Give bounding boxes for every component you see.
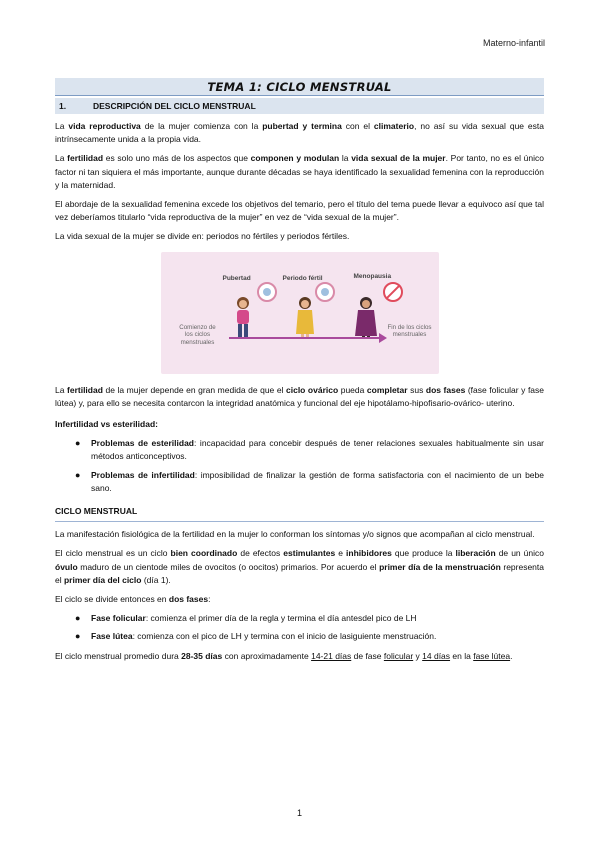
paragraph-1: La vida reproductiva de la mujer comienza con la pubertad y termina con el climaterio, no así su vida sexual que esta intrínsecamente unida a la propia vida. <box>55 121 544 145</box>
figure-label-pubertad: Pubertad <box>222 274 251 282</box>
ovary-icon <box>315 282 335 302</box>
title-bar <box>55 78 544 96</box>
figure-right-text: Fin de los ciclos menstruales <box>387 323 432 339</box>
paragraph-5: La fertilidad de la mujer depende en gran medida de que el ciclo ovárico pueda completar sus dos fases (fase folicular y fase lútea) y, para ello se necesita contarcon la integridad anatómica y funcional del eje hipotálamo-hipofisario-ovárico- uterino. <box>55 384 545 408</box>
header-subject: Materno-infantil <box>482 38 545 48</box>
bullet-icon: ● <box>75 438 81 449</box>
paragraph-2: La fertilidad es solo uno más de los aspectos que componen y modulan la vida sexual de la mujer. Por tanto, no es el único factor ni tan siquiera el más importante, aunque durante décadas se haya identificado la sexualidad femenina con la reproducción y la maternidad. <box>55 153 544 190</box>
section-number: 1. <box>59 101 67 111</box>
figure-left-text: Comienzo de los ciclos menstruales <box>179 323 216 346</box>
bullet-list-2 <box>55 612 544 643</box>
life-stages-figure <box>161 252 439 374</box>
section-heading <box>55 98 544 114</box>
woman-illustration <box>293 296 317 340</box>
figure-label-menopausia: Menopausia <box>353 272 392 280</box>
paragraph-9: El ciclo menstrual promedio dura 28-35 días con aproximadamente 14-21 días de fase folicular y 14 días en la fase lútea. <box>55 650 513 661</box>
paragraph-7: El ciclo menstrual es un ciclo bien coordinado de efectos estimulantes e inhibidores que produce la liberación de un único óvulo maduro de un cientode miles de ovocitos (o oocitos) primarios. Por acuerdo el primer día de la menstruación representa el primer día del ciclo (día 1). <box>55 548 544 585</box>
paragraph-8: El ciclo se divide entonces en dos fases: <box>55 594 211 605</box>
subheading-infertilidad: Infertilidad vs esterilidad: <box>55 419 158 430</box>
paragraph-6: La manifestación fisiológica de la fertilidad en la mujer lo conforman los síntomas y/o signos que acompañan al ciclo menstrual. <box>55 529 535 540</box>
paragraph-3: El abordaje de la sexualidad femenina excede los objetivos del temario, pero el título del tema puede llevar a equivoco así que tal vez deberíamos titularlo “vida reproductiva de la mujer” en vez de “vida sexual de la mujer”. <box>55 199 544 223</box>
no-ovulation-icon <box>383 282 403 302</box>
document-body <box>55 120 544 669</box>
list-item: ● Problemas de infertilidad: imposibilidad de finalizar la gestión de forma satisfactoria con el nacimiento de un bebe sano. <box>75 469 544 493</box>
list-item: ● Fase folicular: comienza el primer día de la regla y termina el día antesdel pico de LH <box>55 612 544 625</box>
bullet-list-1 <box>55 437 544 495</box>
girl-illustration <box>231 296 255 340</box>
page-number: 1 <box>296 808 302 818</box>
ovary-icon <box>257 282 277 302</box>
bullet-icon: ● <box>75 613 81 624</box>
section-title: DESCRIPCIÓN DEL CICLO MENSTRUAL <box>93 101 256 111</box>
bullet-icon: ● <box>75 469 81 480</box>
list-item: ● Fase lútea: comienza con el pico de LH y termina con el inicio de lasiguiente menstruación. <box>55 630 544 643</box>
timeline-arrow <box>229 337 379 339</box>
subheading-ciclo-menstrual: CICLO MENSTRUAL <box>55 505 544 522</box>
older-woman-illustration <box>353 296 379 340</box>
figure-label-fertil: Periodo fértil <box>282 274 323 282</box>
list-item: ● Problemas de esterilidad: incapacidad para concebir después de tener relaciones sexuales habitualmente sin usar métodos anticonceptivos. <box>75 438 545 462</box>
page-title: TEMA 1: CICLO MENSTRUAL <box>207 80 392 94</box>
paragraph-4: La vida sexual de la mujer se divide en: periodos no fértiles y periodos fértiles. <box>55 231 350 242</box>
timeline-arrow-head <box>379 333 387 343</box>
bullet-icon: ● <box>75 631 81 642</box>
